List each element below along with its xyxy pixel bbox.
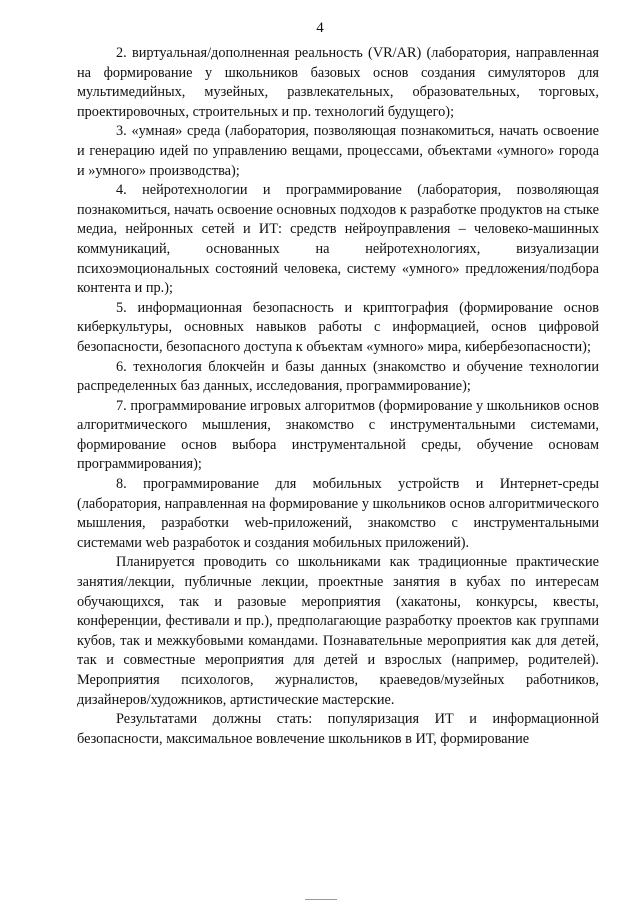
- paragraph-information-security: 5. информационная безопасность и криптография (формирование основ киберкультуры, основных навыков работы с информацией, основ цифровой безопасности, безопасного доступа к объектам «умного» мира, кибербезопасности);: [77, 299, 599, 355]
- paragraph-planned-activities: Планируется проводить со школьниками как традиционные практические занятия/лекции, публичные лекции, проектные занятия в кубах по интересам обучающихся, так и разовые мероприятия (хакатоны, конкурсы, квесты, конференции, фестивали и пр.), предполагающие разработку проектов как группами кубов, так и межкубовыми командами. Познавательные мероприятия как для детей, так и совместные мероприятия для детей и взрослых (например, родителей). Мероприятия психологов, журналистов, краеведов/музейных работников, дизайнеров/художников, артистические мастерские.: [77, 554, 599, 708]
- page-number: 4: [316, 20, 324, 36]
- paragraph-vr-ar: 2. виртуальная/дополненная реальность (VR/AR) (лаборатория, направленная на формирование у школьников базовых основ создания симуляторов для мультимедийных, музейных, развлекательных, образовательных, торговых, проектировочных, строительных и пр. технологий будущего);: [77, 45, 599, 120]
- scan-edge-mark: [305, 899, 337, 900]
- paragraph-game-algorithms: 7. программирование игровых алгоритмов (формирование у школьников основ алгоритмического мышления, знакомство с инструментальными системами, формирование основ выбора инструментальной среды, обучение основам программирования);: [77, 397, 599, 473]
- page-body: [77, 44, 599, 749]
- paragraph-results: Результатами должны стать: популяризация ИТ и информационной безопасности, максимальное вовлечение школьников в ИТ, формирование: [77, 711, 599, 747]
- paragraph-mobile-programming: 8. программирование для мобильных устройств и Интернет-среды (лаборатория, направленная на формирование у школьников основ алгоритмического мышления, разработки web-приложений, знакомство с инструментальными системами web разработок и создания мобильных приложений).: [77, 476, 599, 551]
- paragraph-neurotechnology: 4. нейротехнологии и программирование (лаборатория, позволяющая познакомиться, начать освоение основных подходов к разработке продуктов на стыке медиа, нейронных сетей и ИТ: средств нейроуправления – человеко-машинных коммуникаций, основанных на нейротехнологиях, визуализации психоэмоциональных состояний человека, систему «умного» предложения/подбора контента и пр.);: [77, 182, 599, 297]
- paragraph-blockchain: 6. технология блокчейн и базы данных (знакомство и обучение технологии распределенных баз данных, исследования, программирование);: [77, 358, 599, 395]
- paragraph-smart-environment: 3. «умная» среда (лаборатория, позволяющая познакомиться, начать освоение и генерацию идей по управлению вещами, процессами, объектами «умного» города и »умного» производства);: [77, 123, 599, 179]
